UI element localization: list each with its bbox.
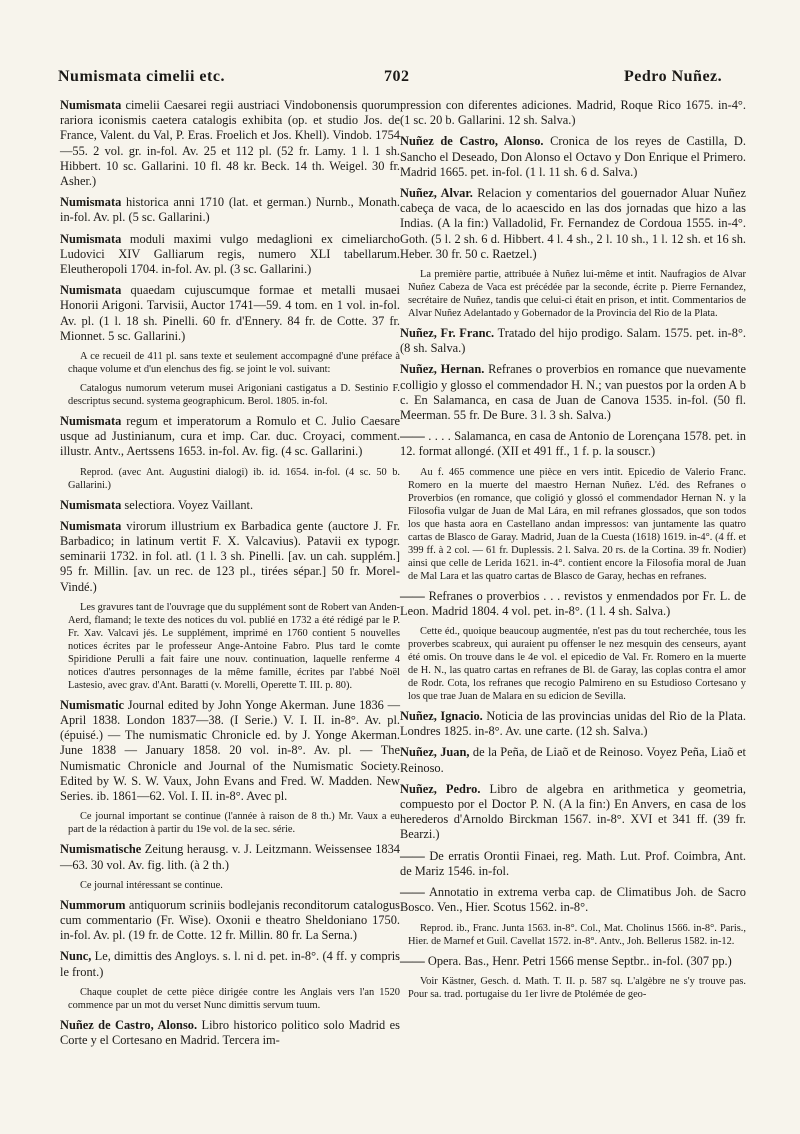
entry-text: . . . . Salamanca, en casa de Antonio de Lorençana 1578. pet. in 12. format allongé. (XII et 491 ff., 1 f. p. la souscr.) [400,429,746,459]
entry-text: Zeitung herausg. v. J. Leitzmann. Weissensee 1834—63. 30 vol. Av. fig. lith. (à 2 th.) [60,842,400,872]
entry-note: Les gravures tant de l'ouvrage que du supplément sont de Robert van Anden-Aerd, flamand; le texte des notices du vol. publié en 1732 a été rédigé par le P. Fr. Xav. Valcavi jés. Le supplément, imprimé en 1760 contient 5 nouvelles notices écrites par le professeur Ange-Antoine Fabro. Plus tard le comte Spiridione Perulli a fait faire une nouv. continuation, laquelle renferme 4 notices d'autres personnages de la même famille, écrites par l'abbé Noël Lastesio, avec grav. d'Ant. Baratti (v. Morelli, Operette T. III. p. 80). [68,601,400,691]
entry-text: Libro historico politico solo Madrid es Corte y el Cortesano en Madrid. Tercera im- [60,1017,401,1047]
catalogue-entry [400,885,746,915]
entry-heading: —— [400,885,425,900]
entry-heading: Nuñez, Alvar. [400,186,473,201]
catalogue-entry [60,195,400,225]
entry-text: regum et imperatorum a Romulo et C. Julio Caesare usque ad Justinianum, cura et imp. Car. duc. Croyaci, comment. illustr. Antv., Aertssens 1653. in-fol. Av. fig. (4 sc. Gallarini.) [60,414,400,459]
entry-text: historica anni 1710 (lat. et german.) Nurnb., Monath. in-fol. Av. pl. (5 sc. Gallarini.) [60,195,401,225]
catalogue-entry [400,849,746,879]
entry-note: Ce journal important se continue (l'année à raison de 8 th.) Mr. Vaux a eu part de la rédaction à partir du 19e vol. de la sec. série. [68,811,400,836]
entry-heading: Numismata [60,518,122,533]
entry-text: selectiora. Voyez Vaillant. [124,497,254,512]
entry-note: La première partie, attribuée à Nuñez lui-même et intit. Naufragios de Alvar Nuñez Cabeza de Vaca est précédée par la seconde, écrite p. Pierre Fernandez, secrétaire de Nuñez, tandis que celui-ci était en prison, et intit. Commentarios de Alvar Nuñez Adelantado y Gobernador de la Provincia del Rio de la Plata. [408,269,746,320]
catalogue-entry [400,326,746,356]
catalogue-entry [400,429,746,459]
catalogue-entry [60,232,400,278]
header-right: Pedro Nuñez. [624,68,723,85]
entry-heading: Numismata [60,283,122,298]
catalogue-entry [60,1018,400,1048]
catalogue-entry [60,842,400,872]
entry-heading: Numismata [60,195,122,210]
catalogue-entry [400,134,746,180]
entry-heading: Numismata [60,497,122,512]
entry-heading: Nummorum [60,897,126,912]
catalogue-entry [400,98,746,128]
entry-text: Libro de algebra en arithmetica y geometria, compuesto por el Doctor P. N. (A la fin:) En Anvers, en casa de los herederos d'Arnoldo Birckman 1567. in-8°. XVI et 341 ff. (39 fr. Bearzi.) [400,781,746,842]
catalogue-entry [60,414,400,460]
entry-text: De erratis Orontii Finaei, reg. Math. Lut. Prof. Coimbra, Ant. de Mariz 1546. in-fol. [400,848,746,878]
entry-text: Tratado del hijo prodigo. Salam. 1575. pet. in-8°. (8 sh. Salva.) [400,326,746,356]
catalogue-entry [400,709,746,739]
entry-text: quaedam cujuscumque formae et metalli musaei Honorii Arigoni. Tarvisii, Auctor 1741—59. 4 tom. en 1 vol. in-fol. Av. pl. (1 l. 18 sh. Pinelli. 60 fr. d'Ennery. 84 fr. de Cotte. 37 fr. Mionnet. 5 sc. Gallarini.) [60,283,400,343]
catalogue-entry [60,98,400,189]
catalogue-entry [60,498,400,513]
catalogue-entry [400,186,746,262]
entry-heading: Numismatic [60,697,125,712]
entry-text: antiquorum scriniis bodlejanis reconditorum catalogus cum commentario (Fr. Wise). Oxonii e theatro Sheldoniano 1750. in-fol. Av. pl. (19 fr. de Cotte. 12 fr. Millin. 80 fr. La Serna.) [60,897,400,943]
left-column [60,98,400,1054]
entry-text: Journal edited by John Yonge Akerman. June 1836 — April 1838. London 1837—38. (I Serie.) V. I. II. in-8°. Av. pl. (épuisé.) — The numismatic Chronicle ed. by J. Yonge Akerman. June 1838 — January 1858. 20 vol. in-8°. Av. pl. — The Numismatic Chronicle and Journal of the Numismatic Society. Edited by W. S. W. Vaux, John Evans and Fred. W. Madden. New Series. ib. 1861—62. Vol. I. II. in-8°. Avec pl. [60,697,400,804]
entry-text: Noticia de las provincias unidas del Rio de la Plata. Londres 1825. in-8°. Av. une carte. (12 sh. Salva.) [400,709,746,739]
entry-text: Refranes o proverbios en romance que nuevamente colligio y glosso el commendador H. N.; van puestos por la orden A b c. En Salamanca, en casa de Juan de Canova 1535. in-fol. (50 fl. Meerman. 55 fr. De Bure. 3 l. 3 sh. Salva.) [400,362,746,423]
entry-note: Au f. 465 commence une pièce en vers intit. Epicedio de Valerio Franc. Romero en la muerte del maestro Hernan Nuñez. L'éd. des Refranes o Proverbios (en romance, que coligió y glossó el commendador Hernan N. y la Filosofia vulgar de Juan de Mal Lára, en mil refranes glossados, que son todos los que hasta aora en Castellano andan impressos: van juntamente las quatro cartas de Blasco de Garay. Madrid, Juan de la Cuesta (1618) 1619. in-4°. (4 ff. et 399 ff. à 2 col. — 61 fr. Duplessis. 2 l. Salva. 20 rs. de la Cortina. 39 fr. Nodier) ainsi que celle de Lerida 1621. in-4°. contient encore la Filosofia moral de Juan de Mal Lara et las quatro cartas de Blasco de Garay, hechas en refranes. [408,466,746,582]
catalogue-entry [60,949,400,979]
entry-note: Catalogus numorum veterum musei Arigoniani castigatus a D. Sestinio F. descriptus secund. systema geographicum. Berol. 1805. in-fol. [68,383,400,408]
entry-text: Le, dimittis des Angloys. s. l. ni d. pet. in-8°. (4 ff. y compris le front.) [60,949,400,979]
entry-heading: Nuñez de Castro, Alonso. [400,134,544,149]
entry-text: Cronica de los reyes de Castilla, D. Sancho el Deseado, Don Alonso el Octavo y Don Enrique el Primero. Madrid 1665. pet. in-fol. (1 l. 11 sh. 6 d. Salva.) [400,134,746,179]
entry-text: moduli maximi vulgo medaglioni ex cimeliarcho Ludovici XIV Galliarum regis, numero XLI tabellarum. Eleutheropoli 1704. in-fol. Av. pl. (3 sc. Gallarini.) [60,231,400,277]
catalogue-entry [60,898,400,944]
entry-heading: —— [400,588,425,603]
entry-heading: Numismata [60,98,122,112]
catalogue-entry [60,519,400,595]
entry-heading: Numismatische [60,842,142,857]
catalogue-entry [400,589,746,619]
entry-text: de la Peña, de Liaõ et de Reinoso. Voyez Peña, Liaõ et Reinoso. [400,745,746,775]
entry-note: Cette éd., quoique beaucoup augmentée, n'est pas du tout recherchée, tous les proverbes scabreux, qui auraient pu offenser le nez mesquin des censeurs, ayant été omis. On trouve dans le 4e vol. el epicedio de Val. Fr. Romero en la muerte de H. N., las quatro cartas en refranes de Bl. de Garay, las coplas contra el amor de Rodr. Cota, los refranes que recogio Palmireno en su Estudioso Cortesano y los que trae Juan de Malara en su edicion de Sevilla. [408,626,746,703]
entry-heading: —— [400,848,425,863]
entry-note: Voir Kästner, Gesch. d. Math. T. II. p. 587 sq. L'algèbre ne s'y trouve pas. Pour sa. trad. portugaise du 1er livre de Ptolémée de geo- [408,975,746,1000]
entry-heading: Nuñez, Juan, [400,745,470,760]
entry-text: Relacion y comentarios del gouernador Aluar Nuñez cabeça de vaca, de lo acaescido en las dos jornadas que hizo a las Indias. (A la fin:) Valladolid, Fr. Fernandez de Cordoua 1555. in-4°. Goth. (5 l. 2 sh. 6 d. Hibbert. 4 l. 4 sh., 2 l. 10 sh., 1 l. 12 sh. et 16 sh. Heber. 30 fr. 50 c. Raetzel.) [400,186,746,261]
entry-heading: Nuñez, Ignacio. [400,709,483,724]
entry-heading: Nuñez de Castro, Alonso. [60,1017,198,1032]
entry-note: Reprod. (avec Ant. Augustini dialogi) ib. id. 1654. in-fol. (4 sc. 50 b. Gallarini.) [68,466,400,491]
entry-note: Reprod. ib., Franc. Junta 1563. in-8°. Col., Mat. Cholinus 1566. in-8°. Paris., Hier. de Marnef et Guil. Cavellat 1572. in-8°. Antv., Joh. Bellerus 1582. in-12. [408,922,746,947]
running-header [0,68,800,92]
entry-heading: Nuñez, Hernan. [400,362,485,377]
entry-text: pression con diferentes adiciones. Madrid, Roque Rico 1675. in-4°. (1 sc. 20 b. Gallarini. 12 sh. Salva.) [400,98,746,128]
entry-text: Refranes o proverbios . . . revistos y enmendados por Fr. L. de Leon. Madrid 1804. 4 vol. pet. in-8°. (1 l. 4 sh. Salva.) [400,588,746,618]
catalogue-entry [400,782,746,843]
entry-text: Opera. Bas., Henr. Petri 1566 mense Septbr.. in-fol. (307 pp.) [427,953,732,968]
entry-heading: Nuñez, Pedro. [400,781,481,796]
entry-text: Annotatio in extrema verba cap. de Climatibus Joh. de Sacro Bosco. Ven., Hier. Scotus 1562. in-8°. [400,885,746,915]
catalogue-entry [400,745,746,775]
entry-heading: Numismata [60,414,122,429]
catalogue-entry [60,283,400,344]
entry-heading: Numismata [60,231,122,246]
entry-heading: Nunc, [60,949,92,964]
entry-note: Ce journal intéressant se continue. [80,879,223,891]
catalogue-entry [400,362,746,423]
entry-text: cimelii Caesarei regii austriaci Vindobonensis quorum rariora iconismis caetera catalogis exhibita (op. et studio Jos. de France, Valent. du Val, P. Eras. Froelich et Jos. Khell). Vindob. 1754—55. 2 vol. gr. in-fol. Av. 25 et 112 pl. (52 fr. Lamy. 1 l. 1 sh. Hibbert. 10 sc. Gallarini. 10 fl. 48 kr. Beck. 14 th. Weigel. 30 fr. Asher.) [60,98,400,189]
header-left: Numismata cimelii etc. [58,68,225,85]
page-number: 702 [384,68,410,85]
entry-heading: —— [400,953,425,968]
entry-note: Chaque couplet de cette pièce dirigée contre les Anglais vers l'an 1520 commence par un mot du verset Nunc dimittis servum tuum. [68,986,400,1011]
catalogue-entry [400,954,746,969]
entry-text: virorum illustrium ex Barbadica gente (auctore J. Fr. Barbadico; in latinum vertit F. X. Valcavius). Patavii ex typogr. seminarii 1732. in fol. atl. (1 l. 3 sh. Pinelli. [av. un cah. supplém.] 95 fr. Millin. [av. un rec. de 123 pl., tirées sépar.] 50 fr. Morel-Vindé.) [60,518,400,594]
catalogue-entry [60,698,400,804]
entry-note: A ce recueil de 411 pl. sans texte et seulement accompagné d'une préface à chaque volume et d'un elenchus des fig. se joint le vol. suivant: [68,351,400,376]
entry-heading: —— [400,429,425,444]
right-column [400,98,746,1007]
entry-heading: Nuñez, Fr. Franc. [400,326,495,341]
